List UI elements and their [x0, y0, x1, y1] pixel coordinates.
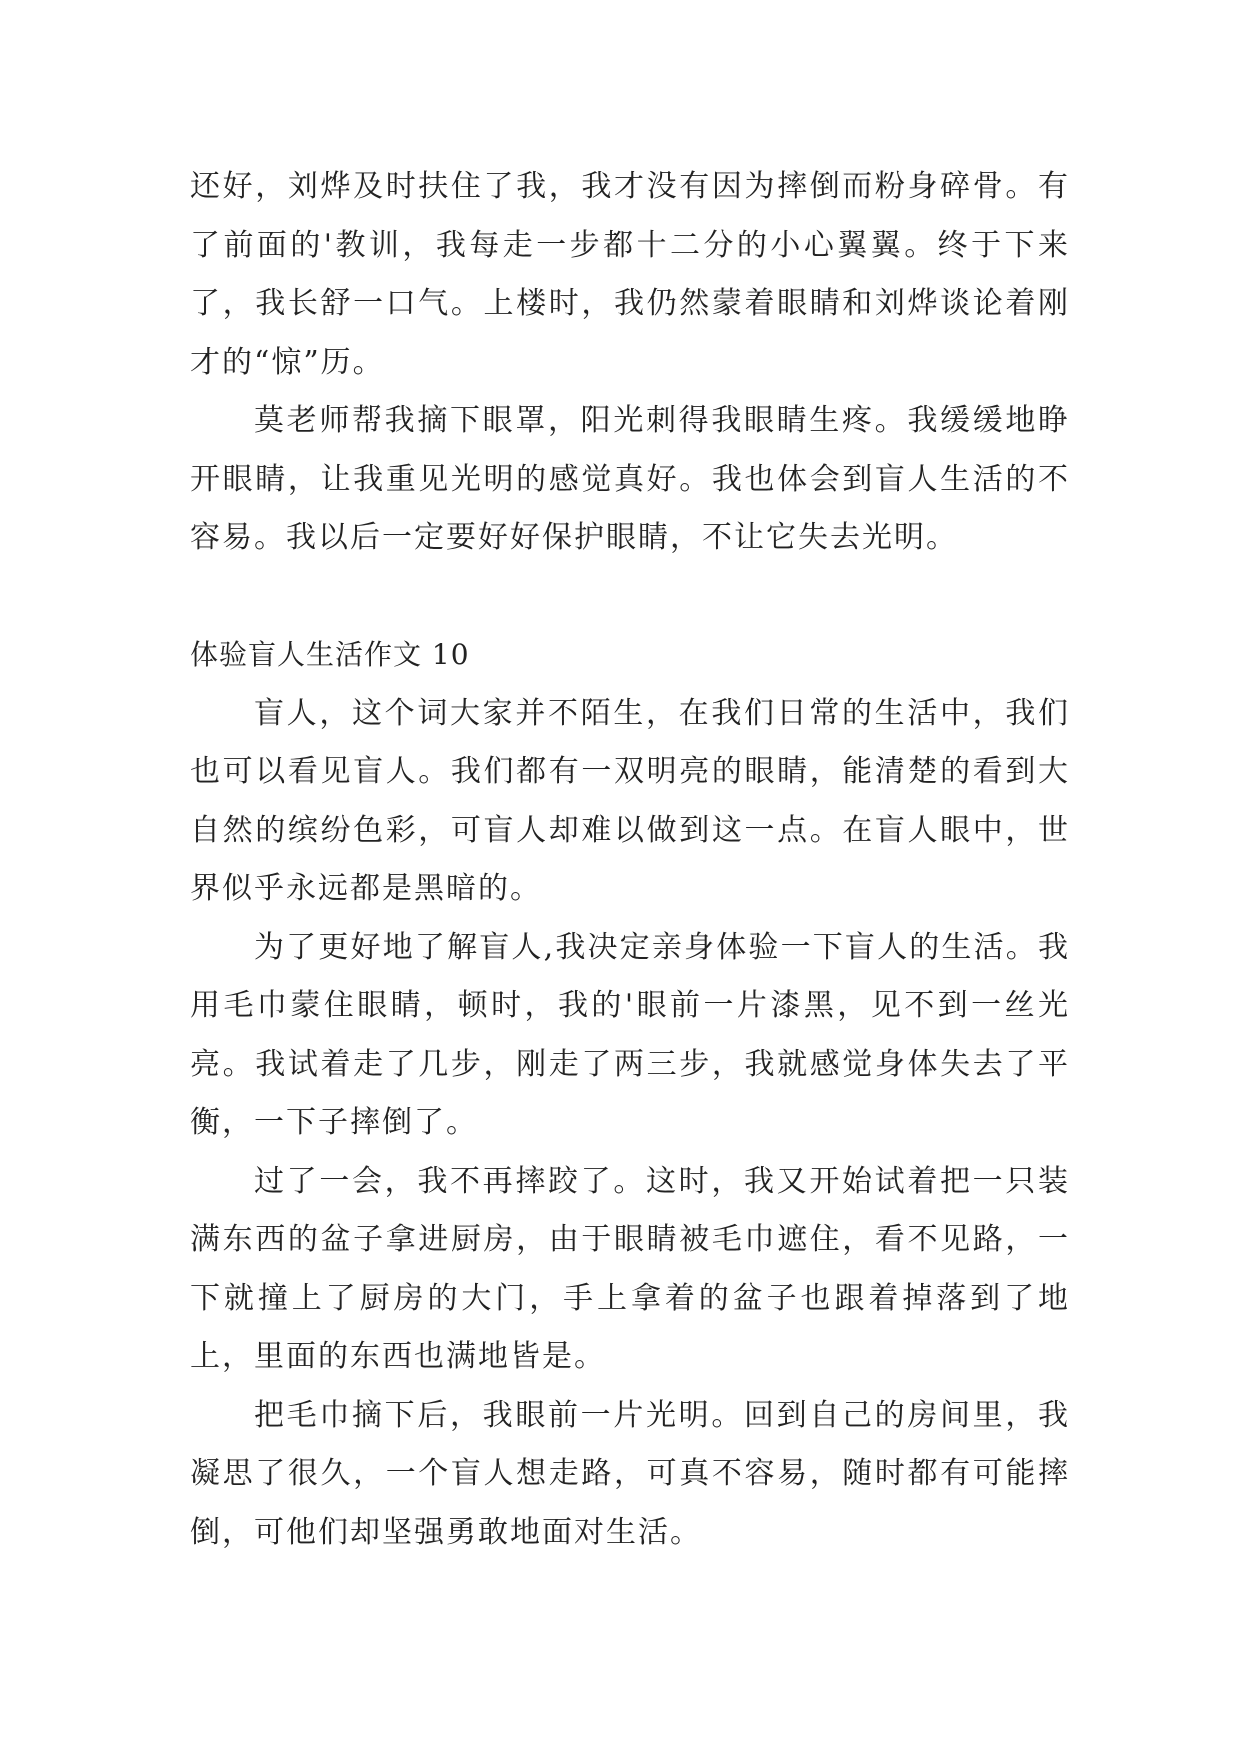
paragraph: 莫老师帮我摘下眼罩，阳光刺得我眼睛生疼。我缓缓地睁开眼睛，让我重见光明的感觉真好。我也体会到盲人生活的不容易。我以后一定要好好保护眼睛，不让它失去光明。: [190, 403, 1070, 555]
paragraph: 盲人，这个词大家并不陌生，在我们日常的生活中，我们也可以看见盲人。我们都有一双明亮的眼睛，能清楚的看到大自然的缤纷色彩，可盲人却难以做到这一点。在盲人眼中，世界似乎永远都是黑暗的。: [190, 695, 1070, 906]
paragraph-continued: 还好，刘烨及时扶住了我，我才没有因为摔倒而粉身碎骨。有了前面的'教训，我每走一步都十二分的小心翼翼。终于下来了，我长舒一口气。上楼时，我仍然蒙着眼睛和刘烨谈论着刚才的“惊”历。: [190, 169, 1070, 380]
article-body: [190, 158, 1070, 1562]
paragraph: 过了一会，我不再摔跤了。这时，我又开始试着把一只装满东西的盆子拿进厨房，由于眼睛被毛巾遮住，看不见路，一下就撞上了厨房的大门，手上拿着的盆子也跟着掉落到了地上，里面的东西也满地皆是。: [190, 1163, 1070, 1374]
paragraph: 把毛巾摘下后，我眼前一片光明。回到自己的房间里，我凝思了很久，一个盲人想走路，可真不容易，随时都有可能摔倒，可他们却坚强勇敢地面对生活。: [190, 1397, 1070, 1550]
paragraph: 为了更好地了解盲人,我决定亲身体验一下盲人的生活。我用毛巾蒙住眼睛，顿时，我的'眼前一片漆黑，见不到一丝光亮。我试着走了几步，刚走了两三步，我就感觉身体失去了平衡，一下子摔倒了。: [190, 929, 1070, 1140]
section-title: 体验盲人生活作文 10: [190, 638, 470, 671]
